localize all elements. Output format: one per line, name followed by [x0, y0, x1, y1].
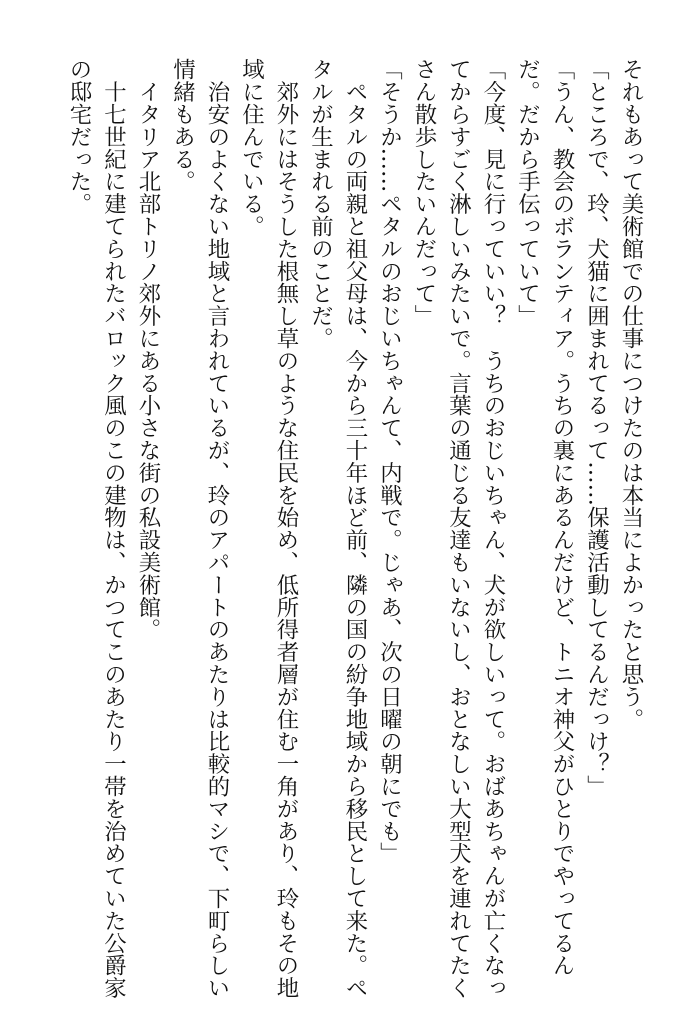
text-line: それもあって美術館での仕事につけたのは本当によかったと思う。 — [618, 58, 644, 730]
text-line: さん散歩したいんだって」 — [411, 58, 437, 327]
text-line: てからすごく淋しいみたいで。言葉の通じる友達もいないし、おとなしい大型犬を連れてたく — [445, 58, 472, 999]
text-line: 「うん、教会のボランティア。うちの裏にあるんだけど、トニオ神父がひとりでやってるん — [549, 58, 575, 977]
text-line: 情緒もある。 — [169, 58, 196, 193]
text-line: 治安のよくない地域と言われているが、玲のアパートのあたりは比較的マシで、下町らしい — [204, 58, 230, 999]
text-line: 「ところで、玲、犬猫に囲まれてるって……保護活動してるんだっけ？」 — [583, 58, 610, 798]
text-line: 域に住んでいる。 — [238, 58, 265, 238]
text-line: 十七世紀に建てられたバロック風のこの建物は、かつてこのあたり一帯を治めていた公爵家 — [100, 58, 127, 999]
text-line: 「そうか……ペタルのおじいちゃんて、内戦で。じゃあ、次の日曜の朝にでも」 — [376, 58, 403, 865]
vertical-text-body — [62, 58, 649, 999]
text-line: ペタルの両親と祖父母は、今から三十年ほど前、隣の国の紛争地域から移民として来た。ペ — [342, 58, 368, 999]
text-line: の邸宅だった。 — [66, 58, 92, 215]
text-line: 「今度、見に行っていい？ うちのおじいちゃん、犬が欲しいって。おばあちゃんが亡くなっ — [480, 58, 506, 999]
text-line: だ。だから手伝っていて」 — [514, 58, 541, 327]
text-line: タルが生まれる前のことだ。 — [307, 58, 334, 350]
text-line: イタリア北部トリノ郊外にある小さな街の私設美術館。 — [135, 58, 161, 641]
text-line: 郊外にはそうした根無し草のような住民を始め、低所得者層が住む一角があり、玲もその地 — [273, 58, 299, 999]
